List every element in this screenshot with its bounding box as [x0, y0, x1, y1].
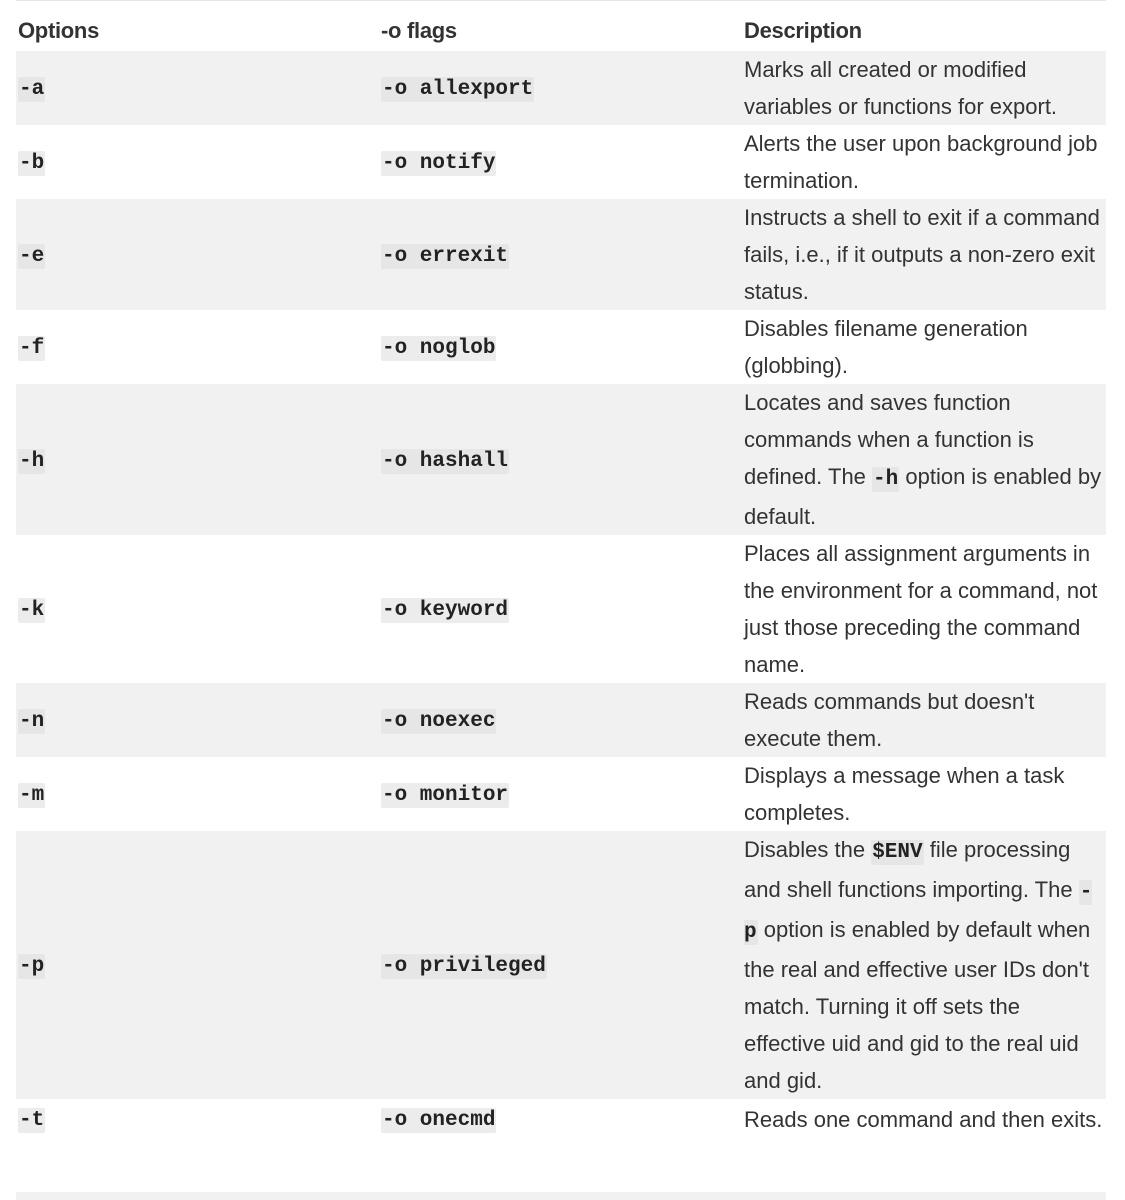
option-cell — [16, 384, 379, 535]
table-row — [16, 199, 1106, 310]
description-text: Instructs a shell to exit if a command fails, i.e., if it outputs a non-zero exit status. — [744, 205, 1100, 304]
description-text: Reads one command and then exits. — [744, 1106, 1103, 1132]
table-body — [16, 51, 1106, 1139]
description-cell — [742, 125, 1106, 199]
flag-cell — [379, 757, 742, 831]
description-text: Alerts the user upon background job termination. — [744, 131, 1098, 193]
description-text: Locates and saves function commands when a function is defined. The — [744, 390, 1034, 489]
inline-code: $ENV — [872, 841, 923, 864]
flag-cell — [379, 199, 742, 310]
description-cell — [742, 831, 1106, 1099]
flag-cell — [379, 831, 742, 1099]
flag-cell — [379, 535, 742, 683]
description-text: Displays a message when a task completes. — [744, 763, 1065, 825]
option-code: -h — [19, 449, 45, 473]
flag-cell — [379, 310, 742, 384]
description-text: Marks all created or modified variables or functions for export. — [744, 57, 1058, 119]
option-cell — [16, 1099, 379, 1139]
description-cell — [742, 1099, 1106, 1139]
flag-code: -o errexit — [382, 244, 509, 268]
option-cell — [16, 683, 379, 757]
description-text: option is enabled by default when the real and effective user IDs don't match. Turning it off sets the effective uid and gid to the real uid and gid. — [744, 917, 1091, 1093]
flag-cell — [379, 125, 742, 199]
description-text: Places all assignment arguments in the environment for a command, not just those preceding the command name. — [744, 541, 1098, 677]
table-header — [16, 11, 1106, 51]
header-flags: -o flags — [381, 18, 457, 43]
option-code: -n — [19, 710, 45, 733]
description-text: file processing and shell functions importing. The — [744, 837, 1079, 902]
description-text: option is enabled by default. — [744, 464, 1102, 529]
next-row-edge — [16, 1192, 1106, 1200]
header-description: Description — [744, 18, 862, 43]
table-row — [16, 310, 1106, 384]
option-cell — [16, 51, 379, 125]
option-code: -f — [19, 337, 45, 360]
description-cell — [742, 199, 1106, 310]
option-cell — [16, 757, 379, 831]
option-code: -t — [19, 1109, 45, 1132]
option-code: -m — [19, 784, 45, 807]
description-cell — [742, 384, 1106, 535]
flag-code: -o hashall — [382, 449, 509, 473]
flag-cell — [379, 683, 742, 757]
flag-code: -o noexec — [382, 710, 496, 733]
flag-code: -o privileged — [382, 955, 546, 978]
flag-code: -o onecmd — [382, 1109, 496, 1132]
flag-code: -o keyword — [382, 599, 509, 622]
description-cell — [742, 310, 1106, 384]
option-code: -a — [19, 78, 45, 101]
flag-code: -o monitor — [382, 784, 509, 807]
flag-code: -o allexport — [382, 78, 534, 101]
option-code: -k — [19, 599, 45, 622]
description-text: Disables the — [744, 837, 872, 862]
options-table — [16, 11, 1106, 1139]
option-cell — [16, 535, 379, 683]
table-row — [16, 757, 1106, 831]
option-cell — [16, 125, 379, 199]
table-row — [16, 1099, 1106, 1139]
option-cell — [16, 199, 379, 310]
flag-cell — [379, 384, 742, 535]
top-rule — [16, 0, 1106, 1]
flag-code: -o notify — [382, 152, 496, 175]
header-options: Options — [18, 18, 100, 43]
description-cell — [742, 683, 1106, 757]
option-cell — [16, 831, 379, 1099]
table-row — [16, 384, 1106, 535]
option-cell — [16, 310, 379, 384]
flag-code: -o noglob — [382, 337, 496, 360]
header-row — [16, 11, 1106, 51]
description-cell — [742, 51, 1106, 125]
flag-cell — [379, 1099, 742, 1139]
option-code: -p — [19, 955, 45, 978]
table-row — [16, 683, 1106, 757]
table-row — [16, 831, 1106, 1099]
table-row — [16, 125, 1106, 199]
inline-code: -h — [873, 468, 899, 491]
description-text: Reads commands but doesn't execute them. — [744, 689, 1035, 751]
inline-code: -p — [744, 881, 1093, 944]
table-row — [16, 535, 1106, 683]
description-cell — [742, 757, 1106, 831]
option-code: -b — [19, 152, 45, 175]
table-row — [16, 51, 1106, 125]
description-cell — [742, 535, 1106, 683]
option-code: -e — [19, 244, 45, 268]
flag-cell — [379, 51, 742, 125]
description-text: Disables filename generation (globbing). — [744, 316, 1028, 378]
